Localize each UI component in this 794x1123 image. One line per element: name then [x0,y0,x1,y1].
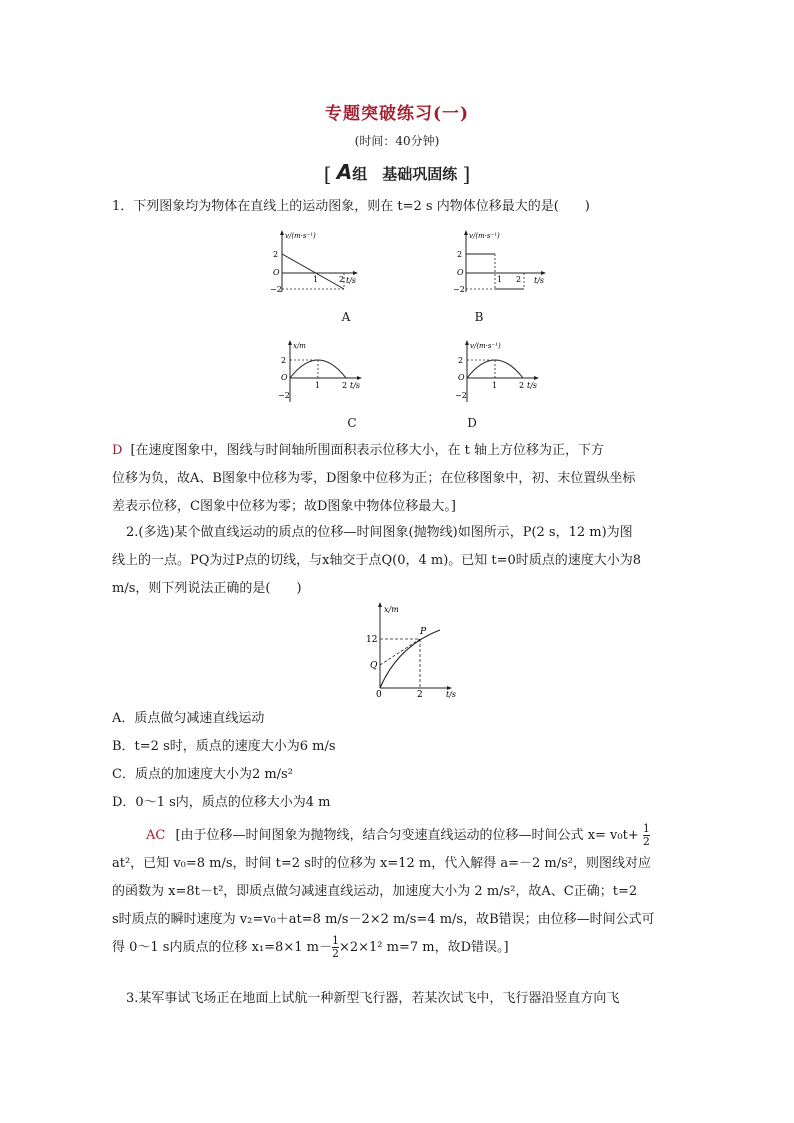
q1-d-x2: 2 [519,381,525,390]
q1-c-x1: 1 [315,381,321,390]
q1-a-xlabel: t/s [346,276,357,285]
q1-a-x2: 2 [339,275,345,284]
q1-stem: 1．下列图象均为物体在直线上的运动图象，则在 t=2 s 内物体位移最大的是( ) [112,199,590,214]
q2-answer-line4: s时质点的瞬时速度为 v₂=v₀＋at=8 m/s－2×2 m/s=4 m/s，故B错误；由位移—时间公式可 [112,912,655,927]
q1-answer-letter: D [112,443,123,458]
q1-c-ylabel: x/m [293,342,306,350]
q1-a-ylabel: v/(m·s⁻¹) [285,232,316,240]
q1-graph-b [452,228,552,298]
q2-line1: 2.(多选)某个做直线运动的质点的位移—时间图象(抛物线)如图所示，P(2 s，12 m)为图 [126,525,633,540]
q1-b-origin: O [457,268,464,277]
q1-b-y2: 2 [457,250,463,259]
q1-d-xlabel: t/s [527,381,538,390]
q2-answer [112,822,680,962]
q1-graph-c [278,338,368,408]
q2-stem [112,519,680,603]
group-letter: A [336,160,353,184]
q2-line3: m/s，则下列说法正确的是( ) [112,581,302,596]
q1-a-origin: O [273,268,280,277]
q2-xlabel: t/s [446,690,457,699]
q2-x2: 2 [417,690,423,700]
q2-fraction-half-2 [332,935,339,960]
q1-b-yneg2: −2 [453,285,465,294]
q1-answer-line3: 差表示位移，C图象中位移为零；故D图象中物体位移最大。] [112,499,456,514]
q2-option-a: A．质点做匀减速直线运动 [112,711,265,726]
q1-graph-c-label: C [347,416,357,430]
q1-answer [112,437,680,521]
q1-c-y2: 2 [281,356,287,365]
q2-frac-den: 2 [642,835,650,848]
q2-options [112,705,680,817]
q1-answer-line1: [在速度图象中，图线与时间轴所围面积表示位移大小，在 t 轴上方位移为正，下方 [130,443,604,458]
q1-graph-a [270,228,360,298]
q2-answer-letter: AC [146,828,166,843]
q1-answer-line2: 位移为负，故A、B图象中位移为零，D图象中位移为正；在位移图象中，初、末位置纵坐标 [112,471,636,486]
q2-ylabel: x/m [384,605,399,614]
q1-a-yneg2: −2 [270,285,282,294]
q2-p-label: P [420,627,427,637]
q1-d-ylabel: v/(m·s⁻¹) [470,342,501,350]
q1-c-origin: O [281,373,288,382]
time-limit: (时间：40分钟) [354,134,440,148]
group-label: 组 基础巩固练 [352,165,458,183]
q2-answer-line5b: ×2×1² m=7 m，故D错误。] [338,940,509,955]
q2-option-b: B．t=2 s时，质点的速度大小为6 m/s [112,739,336,754]
q1-c-x2: 2 [342,381,348,390]
q2-frac-num: 1 [642,822,650,835]
bracket-right: ] [462,162,471,186]
q2-answer-line2: at²，已知 v₀=8 m/s，时间 t=2 s时的位移为 x=12 m，代入解得 a=－2 m/s²，则图线对应 [112,856,651,871]
q1-d-origin: O [458,373,465,382]
q2-frac2-num: 1 [331,934,339,947]
group-heading [0,160,794,186]
q1-graph-d-label: D [467,416,477,430]
q1-d-y2: 2 [458,356,464,365]
q1-a-x1: 1 [313,275,319,284]
q2-frac2-den: 2 [331,947,339,960]
bracket-left: [ [323,162,332,186]
q2-answer-line5a: 得 0～1 s内质点的位移 x₁=8×1 m－ [112,940,332,955]
q2-answer-line1: [由于位移—时间图象为抛物线，结合匀变速直线运动的位移—时间公式 x= v₀t+ [175,828,639,843]
q2-y12: 12 [366,635,378,645]
q2-option-d: D．0～1 s内，质点的位移大小为4 m [112,795,331,810]
q1-c-xlabel: t/s [350,381,361,390]
q1-b-x1: 1 [497,275,503,284]
q2-option-c: C．质点的加速度大小为2 m/s² [112,767,293,782]
q2-origin: 0 [376,690,382,700]
page-title: 专题突破练习(一) [324,104,470,124]
q1-d-x1: 1 [492,381,498,390]
q2-fraction-half [643,823,650,848]
q2-answer-line3: 的函数为 x=8t－t²，即质点做匀减速直线运动，加速度大小为 2 m/s²，故A、C正确；t=2 [112,884,638,899]
q3-stem: 3.某军事试飞场正在地面上试航一种新型飞行器，若某次试飞中，飞行器沿竖直方向飞 [126,991,620,1006]
q1-graph-b-label: B [474,310,484,324]
q1-b-x2: 2 [516,275,522,284]
q1-d-yneg2: −2 [455,391,467,400]
q1-a-y2: 2 [273,250,279,259]
q2-q-label: Q [370,661,378,671]
q1-b-xlabel: t/s [534,276,545,285]
q1-b-ylabel: v/(m·s⁻¹) [469,232,500,240]
q1-graph-a-label: A [341,310,351,324]
q1-graph-d [455,338,555,408]
q2-graph [360,600,460,700]
q2-line2: 线上的一点。PQ为过P点的切线，与x轴交于点Q(0，4 m)。已知 t=0时质点的速度大小为8 [112,553,642,568]
q1-c-yneg2: −2 [278,391,290,400]
